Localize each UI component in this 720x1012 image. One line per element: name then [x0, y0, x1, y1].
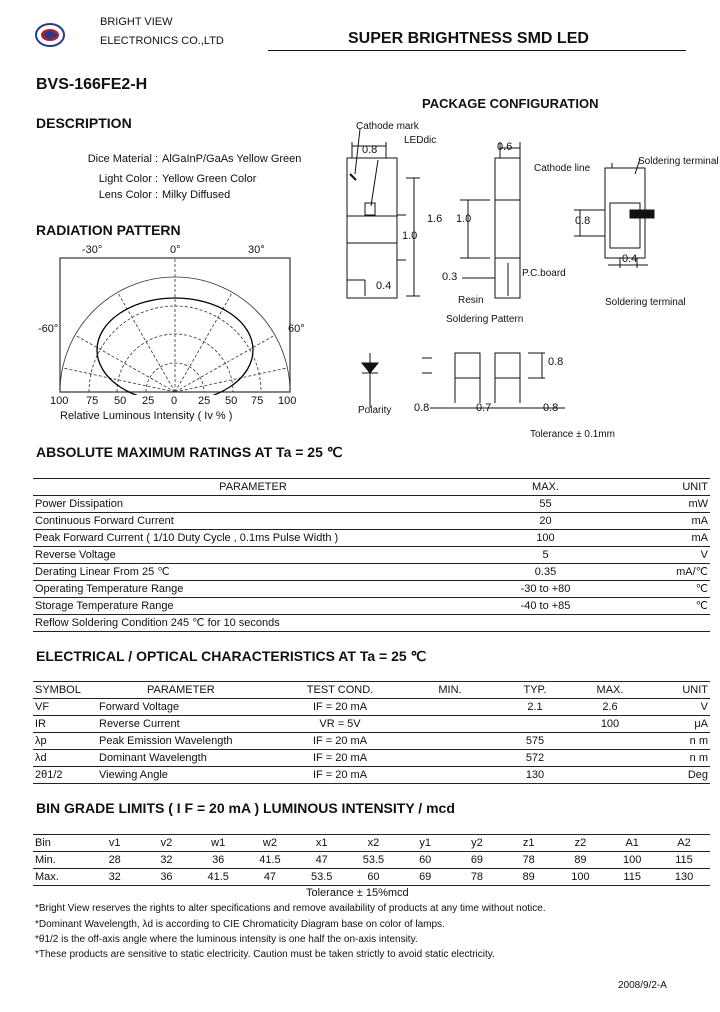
dim-0-3: 0.3 [442, 271, 458, 283]
scale-100-left: 100 [50, 395, 69, 407]
max-cell [575, 750, 645, 767]
table-row [33, 496, 710, 513]
table-row [33, 564, 710, 581]
unit-cell [618, 615, 710, 632]
typ-cell: 572 [495, 750, 575, 767]
bin-cell: 89 [503, 869, 555, 886]
unit-cell: mW [618, 496, 710, 513]
unit-cell: V [618, 547, 710, 564]
col-test-cond: TEST COND. [275, 682, 405, 699]
table-row [33, 733, 710, 750]
parameter-cell: Viewing Angle [97, 767, 275, 784]
test-cond-cell: IF = 20 mA [275, 767, 405, 784]
max-cell [575, 733, 645, 750]
parameter-cell: Dominant Wavelength [97, 750, 275, 767]
table-row [33, 530, 710, 547]
symbol-cell: IR [33, 716, 97, 733]
col-unit: UNIT [645, 682, 710, 699]
bin-cell: 100 [555, 869, 607, 886]
bin-header-cell: y2 [451, 835, 503, 852]
typ-cell: 130 [495, 767, 575, 784]
bin-cell: 89 [555, 852, 607, 869]
col-min: MIN. [405, 682, 495, 699]
note-static: *These products are sensitive to static electricity. Caution must be taken strictly to avoid static electricity. [35, 949, 495, 960]
bin-cell: 69 [399, 869, 451, 886]
max-cell: 100 [473, 530, 618, 547]
test-cond-cell: IF = 20 mA [275, 733, 405, 750]
scale-50-left: 50 [114, 395, 127, 407]
unit-cell: ℃ [618, 598, 710, 615]
scale-75-right: 75 [251, 395, 264, 407]
scale-50-right: 50 [225, 395, 238, 407]
company-name-line2: ELECTRONICS CO.,LTD [100, 35, 224, 47]
bin-cell: 100 [606, 852, 658, 869]
max-cell: -30 to +80 [473, 581, 618, 598]
parameter-cell: Reverse Current [97, 716, 275, 733]
unit-cell: mA [618, 513, 710, 530]
dim-0-8-end: 0.8 [575, 215, 591, 227]
bin-cell: 115 [606, 869, 658, 886]
typ-cell: 2.1 [495, 699, 575, 716]
bin-cell: 36 [141, 869, 193, 886]
header-rule [268, 50, 686, 51]
table-row [33, 767, 710, 784]
label-cathode-line: Cathode line [534, 163, 591, 174]
unit-cell: Deg [645, 767, 710, 784]
desc-label-lens: Lens Color : [98, 189, 158, 201]
typ-cell: 575 [495, 733, 575, 750]
angle-label-60: 60° [288, 323, 305, 335]
bin-header-cell: Bin [33, 835, 89, 852]
abs-max-table [33, 478, 710, 632]
bin-cell: 32 [141, 852, 193, 869]
dim-pattern-0-8-left: 0.8 [414, 402, 430, 414]
max-cell: 0.35 [473, 564, 618, 581]
symbol-cell: λd [33, 750, 97, 767]
desc-value-lens: Milky Diffused [162, 189, 231, 201]
max-cell [473, 615, 618, 632]
scale-75-left: 75 [86, 395, 99, 407]
bin-header-cell: v1 [89, 835, 141, 852]
bin-cell: 36 [192, 852, 244, 869]
footer-code: 2008/9/2-A [618, 980, 667, 991]
note-dominant-wavelength: *Dominant Wavelength, λd is according to CIE Chromaticity Diagram base on color of lamps. [35, 919, 445, 930]
electrical-header-row [33, 682, 710, 699]
max-cell [575, 767, 645, 784]
table-row [33, 869, 710, 886]
bin-cell: 41.5 [192, 869, 244, 886]
table-row [33, 716, 710, 733]
table-row [33, 615, 710, 632]
bin-cell: 53.5 [348, 852, 400, 869]
bin-cell: 130 [658, 869, 710, 886]
note-rights: *Bright View reserves the rights to alter specifications and remove availability of products at any time without notice. [35, 903, 546, 914]
test-cond-cell: IF = 20 mA [275, 750, 405, 767]
angle-label-30: 30° [248, 244, 265, 256]
unit-cell: mA/℃ [618, 564, 710, 581]
radiation-heading: RADIATION PATTERN [36, 222, 181, 238]
bin-header-cell: y1 [399, 835, 451, 852]
electrical-heading: ELECTRICAL / OPTICAL CHARACTERISTICS AT Ta = 25 ℃ [36, 648, 427, 664]
radiation-axis-label: Relative Luminous Intensity ( Iv % ) [60, 410, 233, 422]
table-row [33, 513, 710, 530]
bin-header-cell: w1 [192, 835, 244, 852]
table-row [33, 598, 710, 615]
scale-0: 0 [171, 395, 178, 407]
dim-0-8-top: 0.8 [362, 144, 378, 156]
col-parameter: PARAMETER [33, 479, 473, 496]
max-cell: 2.6 [575, 699, 645, 716]
label-cathode-mark: Cathode mark [356, 121, 419, 132]
bin-header-cell: z1 [503, 835, 555, 852]
table-row [33, 547, 710, 564]
company-logo [34, 22, 66, 48]
dim-0-4-top: 0.4 [376, 280, 392, 292]
bin-header-cell: x1 [296, 835, 348, 852]
max-cell: 100 [575, 716, 645, 733]
dim-1-0-side: 1.0 [456, 213, 472, 225]
desc-label-light: Light Color : [98, 173, 158, 185]
bin-header-cell: z2 [555, 835, 607, 852]
parameter-cell: Forward Voltage [97, 699, 275, 716]
param-cell: Power Dissipation [33, 496, 473, 513]
angle-label-0: 0° [170, 244, 181, 256]
max-cell: 5 [473, 547, 618, 564]
table-row [33, 581, 710, 598]
label-resin: Resin [458, 295, 484, 306]
param-cell: Continuous Forward Current [33, 513, 473, 530]
label-polarity: Polarity [358, 405, 392, 416]
bin-cell: 28 [89, 852, 141, 869]
param-cell: Reflow Soldering Condition 245 ℃ for 10 seconds [33, 615, 473, 632]
bin-table [33, 834, 710, 886]
bin-header-cell: w2 [244, 835, 296, 852]
symbol-cell: 2θ1/2 [33, 767, 97, 784]
bin-header-cell: A2 [658, 835, 710, 852]
label-soldering-terminal-bottom: Soldering terminal [605, 297, 686, 308]
abs-max-header-row [33, 479, 710, 496]
bin-header-cell: v2 [141, 835, 193, 852]
bin-cell: 78 [451, 869, 503, 886]
parameter-cell: Peak Emission Wavelength [97, 733, 275, 750]
test-cond-cell: IF = 20 mA [275, 699, 405, 716]
bin-cell: 60 [399, 852, 451, 869]
bin-cell: 32 [89, 869, 141, 886]
col-unit: UNIT [618, 479, 710, 496]
desc-value-dice: AlGaInP/GaAs Yellow Green [162, 153, 302, 165]
param-cell: Operating Temperature Range [33, 581, 473, 598]
unit-cell: mA [618, 530, 710, 547]
unit-cell: n m [645, 750, 710, 767]
company-name-line1: BRIGHT VIEW [100, 16, 173, 28]
label-pc-board: P.C.board [522, 268, 566, 279]
dim-0-4-end: 0.4 [622, 253, 638, 265]
label-soldering-terminal-top: Soldering terminal [638, 156, 719, 167]
col-typ: TYP. [495, 682, 575, 699]
unit-cell: n m [645, 733, 710, 750]
max-cell: -40 to +85 [473, 598, 618, 615]
bin-cell: Min. [33, 852, 89, 869]
dim-pattern-0-8-height: 0.8 [548, 356, 564, 368]
param-cell: Peak Forward Current ( 1/10 Duty Cycle , 0.1ms Pulse Width ) [33, 530, 473, 547]
min-cell [405, 733, 495, 750]
min-cell [405, 750, 495, 767]
scale-25-right: 25 [198, 395, 211, 407]
symbol-cell: λp [33, 733, 97, 750]
dim-0-6: 0.6 [497, 141, 513, 153]
bin-cell: 69 [451, 852, 503, 869]
radiation-pattern-chart [55, 255, 295, 395]
bin-header-cell: x2 [348, 835, 400, 852]
part-number: BVS-166FE2-H [36, 76, 148, 93]
package-heading: PACKAGE CONFIGURATION [422, 96, 599, 111]
bin-cell: 60 [348, 869, 400, 886]
label-led-dic: LEDdic [404, 135, 437, 146]
bin-heading: BIN GRADE LIMITS ( I F = 20 mA ) LUMINOUS INTENSITY / mcd [36, 800, 455, 816]
min-cell [405, 716, 495, 733]
dim-pattern-0-8-right: 0.8 [543, 402, 559, 414]
bin-header-cell: A1 [606, 835, 658, 852]
bin-cell: 41.5 [244, 852, 296, 869]
bin-tolerance: Tolerance ± 15%mcd [306, 887, 409, 899]
max-cell: 55 [473, 496, 618, 513]
desc-label-dice: Dice Material : [87, 153, 158, 165]
unit-cell: V [645, 699, 710, 716]
col-max: MAX. [575, 682, 645, 699]
dim-1-6: 1.6 [427, 213, 443, 225]
note-off-axis: *θ1/2 is the off-axis angle where the luminous intensity is one half the on-axis intensity. [35, 934, 418, 945]
symbol-cell: VF [33, 699, 97, 716]
bin-header-row [33, 835, 710, 852]
angle-label-neg30: -30° [82, 244, 103, 256]
bin-cell: 115 [658, 852, 710, 869]
label-soldering-pattern: Soldering Pattern [446, 314, 524, 325]
param-cell: Reverse Voltage [33, 547, 473, 564]
electrical-table [33, 681, 710, 784]
doc-title: SUPER BRIGHTNESS SMD LED [348, 30, 589, 47]
table-row [33, 750, 710, 767]
desc-value-light: Yellow Green Color [162, 173, 257, 185]
dim-pattern-0-7: 0.7 [476, 402, 492, 414]
dim-1-0-top: 1.0 [402, 230, 418, 242]
scale-25-left: 25 [142, 395, 155, 407]
bin-cell: Max. [33, 869, 89, 886]
col-parameter: PARAMETER [97, 682, 275, 699]
test-cond-cell: VR = 5V [275, 716, 405, 733]
angle-label-neg60: -60° [38, 323, 59, 335]
table-row [33, 852, 710, 869]
bin-cell: 47 [296, 852, 348, 869]
description-heading: DESCRIPTION [36, 115, 132, 131]
typ-cell [495, 716, 575, 733]
unit-cell: μA [645, 716, 710, 733]
abs-max-heading: ABSOLUTE MAXIMUM RATINGS AT Ta = 25 ℃ [36, 444, 343, 460]
table-row [33, 699, 710, 716]
min-cell [405, 767, 495, 784]
unit-cell: ℃ [618, 581, 710, 598]
param-cell: Storage Temperature Range [33, 598, 473, 615]
bin-cell: 47 [244, 869, 296, 886]
col-symbol: SYMBOL [33, 682, 97, 699]
scale-100-right: 100 [278, 395, 297, 407]
col-max: MAX. [473, 479, 618, 496]
bin-cell: 78 [503, 852, 555, 869]
param-cell: Derating Linear From 25 ℃ [33, 564, 473, 581]
package-tolerance: Tolerance ± 0.1mm [530, 429, 615, 440]
max-cell: 20 [473, 513, 618, 530]
bin-cell: 53.5 [296, 869, 348, 886]
min-cell [405, 699, 495, 716]
